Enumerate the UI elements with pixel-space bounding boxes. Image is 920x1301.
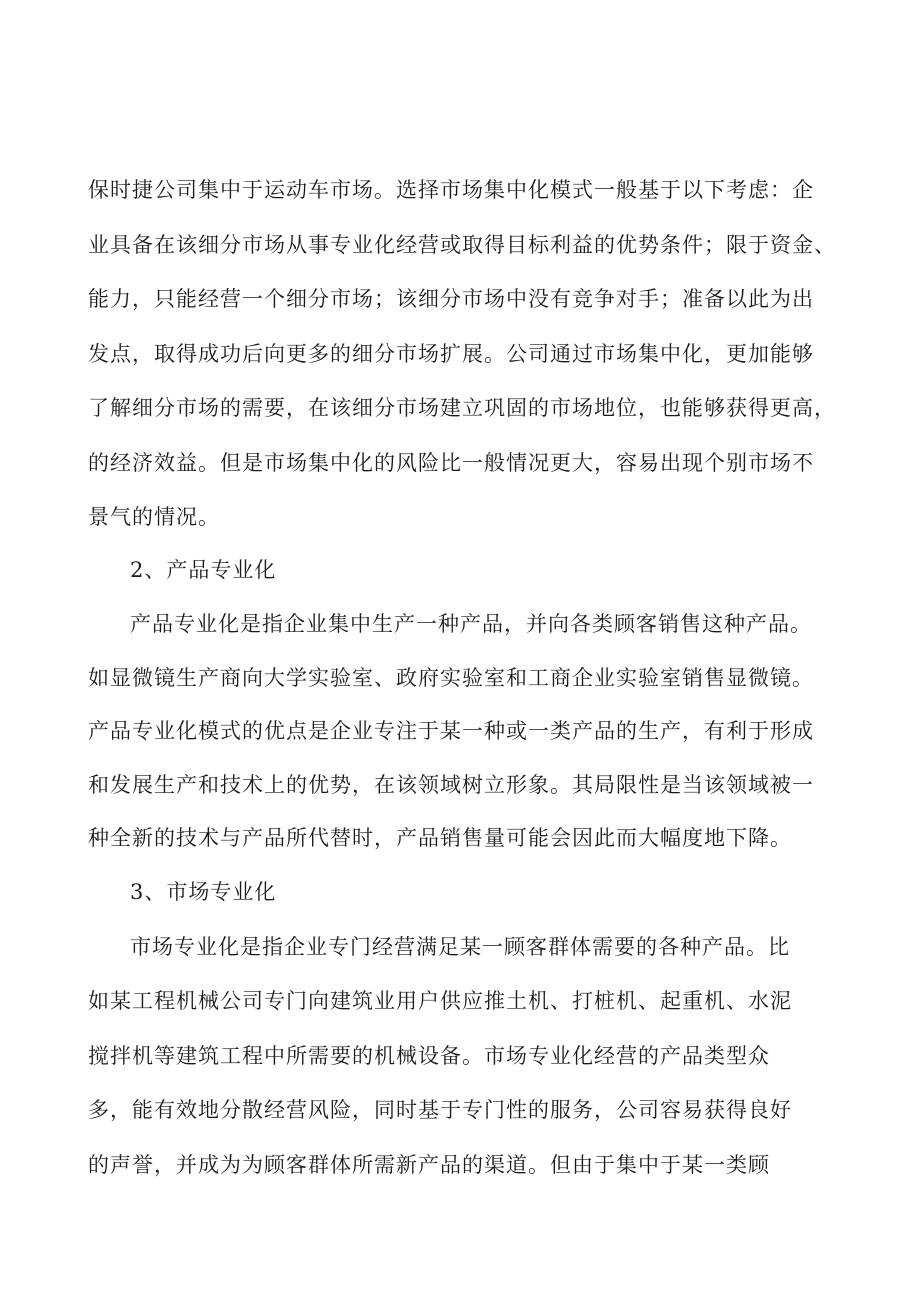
paragraph-1-line-4: 发点，取得成功后向更多的细分市场扩展。公司通过市场集中化，更加能够 [88, 342, 814, 366]
paragraph-3-line-3: 搅拌机等建筑工程中所需要的机械设备。市场专业化经营的产品类型众 [88, 1044, 770, 1068]
paragraph-3-line-5: 的声誉，并成为为顾客群体所需新产品的渠道。但由于集中于某一类顾 [88, 1153, 770, 1177]
paragraph-2-line-5: 种全新的技术与产品所代替时，产品销售量可能会因此而大幅度地下降。 [88, 826, 792, 850]
section-heading-3: 3、市场专业化 [130, 880, 277, 904]
paragraph-2-line-2: 如显微镜生产商向大学实验室、政府实验室和工商企业实验室销售显微镜。 [88, 666, 814, 690]
paragraph-1-line-2: 业具备在该细分市场从事专业化经营或取得目标利益的优势条件；限于资金、 [88, 233, 836, 257]
paragraph-2-line-4: 和发展生产和技术上的优势，在该领域树立形象。其局限性是当该领域被一 [88, 773, 814, 797]
paragraph-1-line-5: 了解细分市场的需要，在该细分市场建立巩固的市场地位，也能够获得更高， [88, 396, 836, 420]
paragraph-2-line-3: 产品专业化模式的优点是企业专注于某一种或一类产品的生产，有利于形成 [88, 719, 814, 743]
paragraph-2-line-1: 产品专业化是指企业集中生产一种产品，并向各类顾客销售这种产品。 [130, 612, 812, 636]
paragraph-1-line-3: 能力，只能经营一个细分市场；该细分市场中没有竞争对手；准备以此为出 [88, 287, 814, 311]
section-heading-2: 2、产品专业化 [130, 558, 277, 582]
paragraph-3-line-2: 如某工程机械公司专门向建筑业用户供应推土机、打桩机、起重机、水泥 [88, 989, 792, 1013]
paragraph-1-line-6: 的经济效益。但是市场集中化的风险比一般情况更大，容易出现个别市场不 [88, 451, 814, 475]
paragraph-3-line-1: 市场专业化是指企业专门经营满足某一顾客群体需要的各种产品。比 [130, 935, 790, 959]
paragraph-3-line-4: 多，能有效地分散经营风险，同时基于专门性的服务，公司容易获得良好 [88, 1098, 792, 1122]
paragraph-1-line-7: 景气的情况。 [88, 505, 220, 529]
paragraph-1-line-1: 保时捷公司集中于运动车市场。选择市场集中化模式一般基于以下考虑：企 [88, 178, 814, 202]
